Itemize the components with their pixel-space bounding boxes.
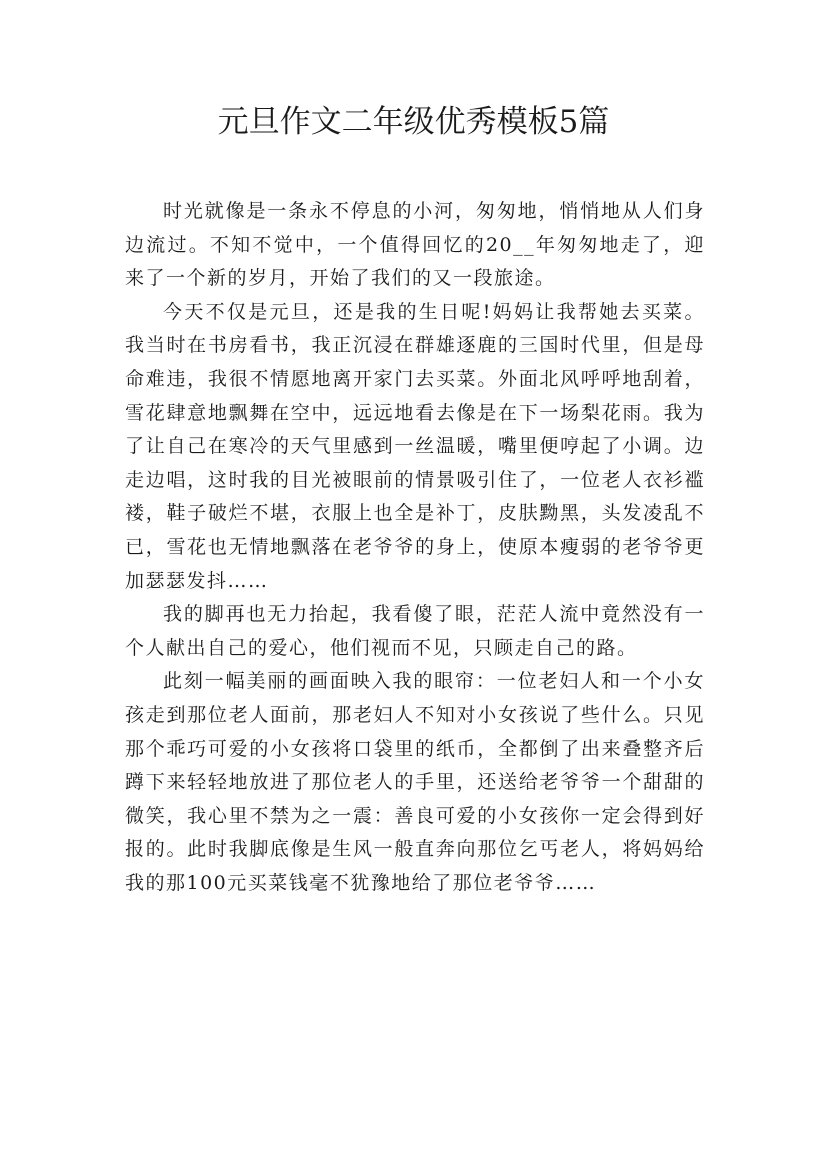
paragraph-3: 我的脚再也无力抬起，我看傻了眼，茫茫人流中竟然没有一个人献出自己的爱心，他们视而不见，只顾走自己的路。 [125, 603, 705, 659]
document-body [125, 195, 705, 900]
document-title: 元旦作文二年级优秀模板5篇 [217, 104, 610, 140]
paragraph-2: 今天不仅是元旦，还是我的生日呢!妈妈让我帮她去买菜。我当时在书房看书，我正沉浸在群雄逐鹿的三国时代里，但是母命难违，我很不情愿地离开家门去买菜。外面北风呼呼地刮着，雪花肆意地飘舞在空中，远远地看去像是在下一场梨花雨。我为了让自己在寒冷的天气里感到一丝温暖，嘴里便哼起了小调。边走边唱，这时我的目光被眼前的情景吸引住了，一位老人衣衫褴褛，鞋子破烂不堪，衣服上也全是补丁，皮肤黝黑，头发凌乱不已，雪花也无情地飘落在老爷爷的身上，使原本瘦弱的老爷爷更加瑟瑟发抖…… [125, 300, 705, 592]
paragraph-1: 时光就像是一条永不停息的小河，匆匆地，悄悄地从人们身边流过。不知不觉中，一个值得回忆的20__年匆匆地走了，迎来了一个新的岁月，开始了我们的又一段旅途。 [125, 200, 705, 290]
paragraph-4: 此刻一幅美丽的画面映入我的眼帘：一位老妇人和一个小女孩走到那位老人面前，那老妇人不知对小女孩说了些什么。只见那个乖巧可爱的小女孩将口袋里的纸币，全都倒了出来叠整齐后蹲下来轻轻地放进了那位老人的手里，还送给老爷爷一个甜甜的微笑，我心里不禁为之一震：善良可爱的小女孩你一定会得到好报的。此时我脚底像是生风一般直奔向那位乞丐老人，将妈妈给我的那100元买菜钱毫不犹豫地给了那位老爷爷…… [125, 670, 705, 894]
